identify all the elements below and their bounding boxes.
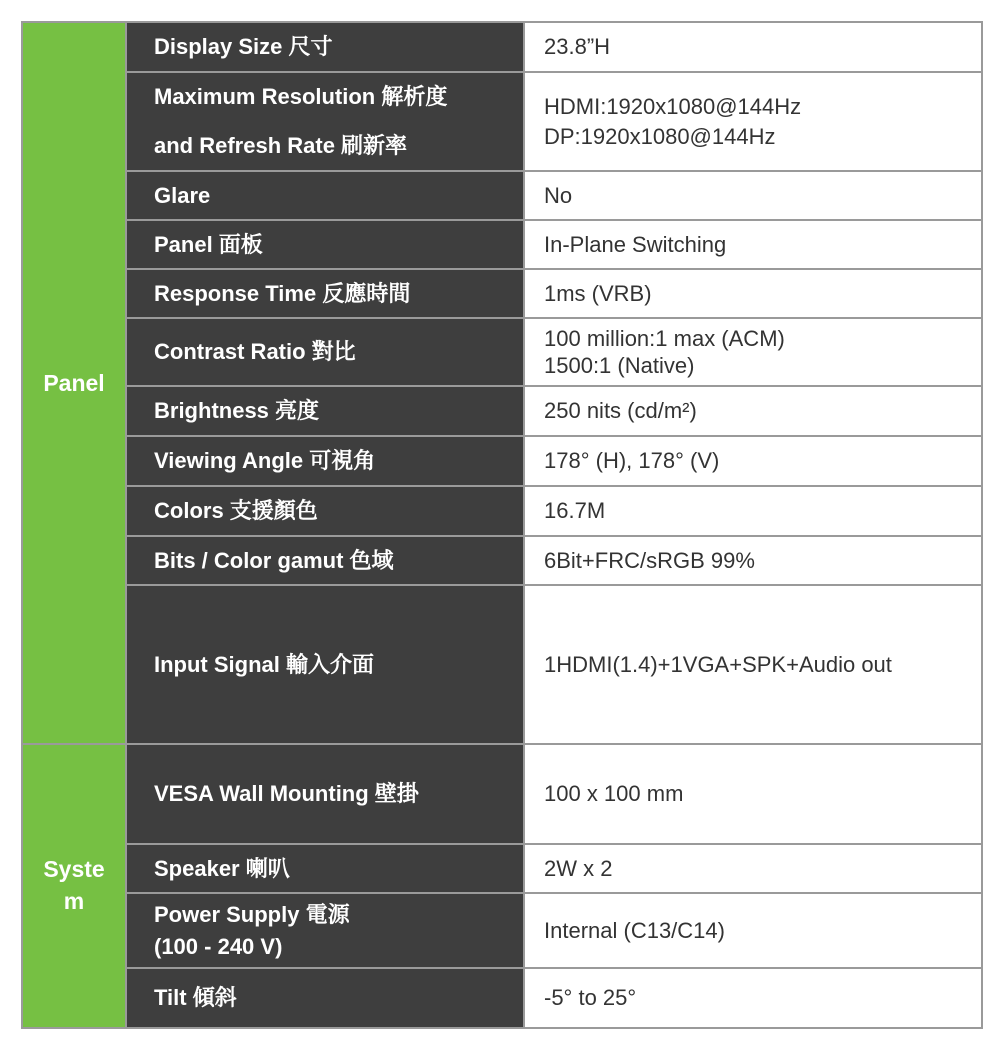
spec-label: Tilt 傾斜: [126, 968, 524, 1028]
table-row: [22, 893, 982, 968]
table-row: [22, 436, 982, 486]
table-row: [22, 585, 982, 744]
table-row: [22, 318, 982, 386]
spec-value: -5° to 25°: [524, 968, 982, 1028]
table-row: [22, 744, 982, 844]
spec-value: 2W x 2: [524, 844, 982, 893]
table-row: [22, 844, 982, 893]
spec-value: 1ms (VRB): [524, 269, 982, 318]
spec-value: 250 nits (cd/m²): [524, 386, 982, 436]
spec-value: 16.7M: [524, 486, 982, 536]
spec-label: Power Supply 電源 (100 - 240 V): [126, 893, 524, 968]
spec-label: Response Time 反應時間: [126, 269, 524, 318]
spec-value: HDMI:1920x1080@144Hz DP:1920x1080@144Hz: [524, 72, 982, 171]
spec-value: 6Bit+FRC/sRGB 99%: [524, 536, 982, 585]
table-row: [22, 220, 982, 269]
spec-label: Input Signal 輸入介面: [126, 585, 524, 744]
spec-value: 100 x 100 mm: [524, 744, 982, 844]
table-row: [22, 269, 982, 318]
spec-label: Brightness 亮度: [126, 386, 524, 436]
spec-value: 178° (H), 178° (V): [524, 436, 982, 486]
spec-table: [21, 21, 983, 1029]
spec-value: No: [524, 171, 982, 220]
spec-label: Glare: [126, 171, 524, 220]
category-label: Panel: [43, 369, 105, 396]
spec-label: Bits / Color gamut 色域: [126, 536, 524, 585]
table-row: [22, 72, 982, 171]
spec-label: Display Size 尺寸: [126, 22, 524, 72]
category-panel: [22, 22, 126, 744]
table-row: [22, 968, 982, 1028]
spec-label: Viewing Angle 可視角: [126, 436, 524, 486]
spec-value: Internal (C13/C14): [524, 893, 982, 968]
spec-label: VESA Wall Mounting 壁掛: [126, 744, 524, 844]
spec-label: Panel 面板: [126, 220, 524, 269]
table-row: [22, 536, 982, 585]
spec-value: 100 million:1 max (ACM) 1500:1 (Native): [524, 318, 982, 386]
spec-label: Contrast Ratio 對比: [126, 318, 524, 386]
spec-value: In-Plane Switching: [524, 220, 982, 269]
spec-label: Maximum Resolution 解析度 and Refresh Rate 刷新率: [126, 72, 524, 171]
table-row: [22, 486, 982, 536]
table-row: [22, 386, 982, 436]
spec-label: Colors 支援顏色: [126, 486, 524, 536]
table-row: [22, 171, 982, 220]
spec-value: 23.8”H: [524, 22, 982, 72]
category-system: Syste m: [22, 744, 126, 1028]
table-row: [22, 22, 982, 72]
spec-value: 1HDMI(1.4)+1VGA+SPK+Audio out: [524, 585, 982, 744]
spec-label: Speaker 喇叭: [126, 844, 524, 893]
